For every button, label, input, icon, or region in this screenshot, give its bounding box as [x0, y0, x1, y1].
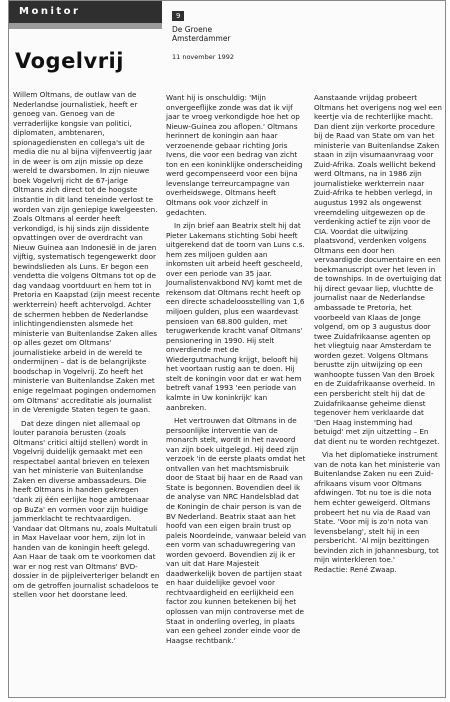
issue-number: 9: [172, 11, 184, 21]
article-column-1: [13, 90, 160, 600]
article-column-3: [314, 93, 442, 574]
publication-date: 11 november 1992: [172, 53, 235, 61]
paragraph: Het vertrouwen dat Oltmans in de persoonlijke interventie van de monarch stelt, wordt in het navoord van zijn boek uitgelegd. Hij deed zijn verzoek 'in de eerste plaats omdat het ontvallen van het machtsmisbruik door de Staat bij haar en de Raad van State is begonnen. Bovendien deel ik de analyse van NRC Handelsblad dat de Koningin de chair person is van de BV Nederland. Beatrix staat aan het hoofd van een eigen brain trust op paleis Noordeinde, vanwaar beleid van een vorm van schaduwregering van worden gevoerd. Bovendien zij ik er van uit dat Hare Majesteit daadwerkelijk boven de partijen staat en haar duidelijke gevoel voor rechtvaardigheid en eerlijkheid een factor zou kunnen betekenen bij het oplossen van mijn controverse met de Staat in onderling overleg, in plaats van een geheel zonder einde voor de Haagse rechtbank.': [166, 416, 307, 645]
section-band: [9, 1, 162, 23]
publication-name: De Groene Amsterdammer: [172, 25, 231, 43]
masthead: [172, 3, 262, 73]
editor-credit: Redactie: René Zwaap.: [314, 564, 397, 574]
section-label: Monitor: [19, 6, 81, 17]
newspaper-clipping: [8, 0, 446, 698]
section-band-underline: [9, 23, 162, 29]
paragraph: Willem Oltmans, de outlaw van de Nederlandse journalistiek, heeft er genoeg van. Genoeg van de verraderlijke kongsie van politici, diplomaten, ambtenaren, spionagediensten en collega's uit de media die nu al bijna vijfenveertig jaar in de weer is om zijn missie op deze wereld te dwarsbomen. In zijn nieuwe boek Vogelvrij richt de 67-jarige Oltmans zich direct tot de hoogste instantie in dit land teneinde verlost te worden van zijn geniepige kwelgeesten. Zoals Oltmans al eerder heeft verkondigd, is hij sinds zijn dissidente opvattingen over de overdracht van Nieuw Guinea aan Indonesië in de jaren vijftig, systematisch tegengewerkt door bewindslieden als Luns. Er begon een vendetta die volgens Oltmans tot op de dag vandaag voortduurt en hem tot in Pretoria en Kaapstad (zijn meest recente werkterrein) heeft achtervolgd. Achter de schermen hebben de Nederlandse inlichtingendiensten alsmede het ministerie van Buitenlandse Zaken alles op alles gezet om Oltmans' journalistieke arbeid in de wereld te ondermijnen – dat is de belangrijkste boodschap in Vogelvrij. Zo heeft het ministerie van Buitenlandse Zaken met enige regelmaat pogingen ondernomen om Oltmans' accreditatie als journalist in de Verenigde Staten tegen te gaan.: [13, 90, 160, 415]
headline: Vogelvrij: [15, 49, 124, 73]
paragraph: Via het diplomatieke instrument van de nota kan het ministerie van Buitenlandse Zaken nu een Zuid-afrikaans visum voor Oltmans afdwingen. Tot nu toe is die nota hem echter geweigerd. Oltmans probeert het nu via de Raad van State. 'Voor mij is zo'n nota van levensbelang', stelt hij in een persbericht. 'Al mijn bezittingen bevinden zich in Johannesburg, tot mijn winterkleren toe.': [314, 450, 440, 565]
paragraph: Dat deze dingen niet allemaal op louter paranoia berusten (zoals Oltmans' critici altijd stellen) wordt in Vogelvrij duidelijk gemaakt met een respectabel aantal brieven en telexen van het ministerie van Buitenlandse Zaken en diverse ambassadeurs. Die heeft Oltmans in handen gekregen 'dank zij één eerlijke hoge ambtenaar op BuZa' en vormen voor zijn huidige jammerklacht te rechtvaardigen. Vandaar dat Oltmans nu, zoals Multatuli in Max Havelaar voor hem, zijn lot in handen van de koningin heeft gelegd. Aan Haar de taak om te voorkomen dat war er nog rest van Oltmans' BVD-dossier in de pijpleiverteriger belandt en om de getroffen journalist schadeloos te stellen voor het doorstane leed.: [13, 418, 160, 600]
article-column-2: [166, 93, 307, 645]
paragraph: Aanstaande vrijdag probeert Oltmans het overigens nog wel een keertje via de rechterlijke macht. Dan dient zijn verkorte procedure bij de Raad van State om van het ministerie van Buitenlandse Zaken staan in zijn visumaanvraag voor Zuid-Afrika. Zoals wellicht bekend werd Oltmans, na in 1986 zijn journalistieke werkterrein naar Zuid-Afrika te hebben verlegd, in augustus 1992 als ongewenst vreemdeling uitgewezen op de verdenking actief te zijn voor de CIA. Voordat die uitwijzing plaatsvond, verdenken volgens Oltmans een door hen vervaardigde documentaire en een boekmanuscript over het leven in de townships. In de overtuiging dat hij direct gevaar liep, vluchtte de journalist naar de Nederlandse ambassade te Pretoria, het voorbeeld van Klaas de Jonge volgend, om op 3 augustus door twee Zuidafrikaanse agenten op het vliegtuig naar Amsterdam te worden gezet. Volgens Oltmans berustte zijn uitwijzing op een wanhoopte tussen Van den Broek en de Zuidafrikaanse overheid. In een persbericht stelt hij dat de Zuidafrikaanse geheime dienst tegenover hem verklaarde dat 'Den Haag instemming had betuigd' met zijn uitzetting – En dat dient nu te worden rechtgezet.: [314, 93, 442, 446]
paragraph: Want hij is onschuldig: 'Mijn onvergeeflijke zonde was dat ik vijf jaar te vroeg verkondigde hoe het op Nieuw-Guinea zou aflopen.' Oltmans herinnert de koningin aan haar verzoenende gebaar richting Joris Ivens, die voor een bedrag van zicht ton en een koninklijke onderscheiding werd gecompenseerd voor een bijna levenslange terreurcampagne van overheidswege. Oltmans heeft Oltmans ook voor zichzelf in gedachten.: [166, 93, 303, 217]
paragraph: In zijn brief aan Beatrix stelt hij dat Pieter Lakemans stichting Sobi heeft uitgerekend dat de toorn van Luns c.s. hem zes miljoen gulden aan inkomsten uit arbeid heeft gescheeld, over een periode van 35 jaar. Journalistenvakbond NVJ komt met de rekensom dat Oltmans recht heeft op een directe schadeloosstelling van 1,6 miljoen gulden, plus een waardevast pensioen van 68.800 gulden, met terugwerkende kracht vanaf Oltmans' pensionering in 1990. Hij stelt onverdiende met de Wiedergutmachung krijgt, belooft hij het voortaan rustig aan te doen. Hij stelt de koningin voor dat er wat hem betreft vanaf 1993 'een periode van kalmte in Uw koninkrijk' kan aanbreken.: [166, 221, 305, 412]
